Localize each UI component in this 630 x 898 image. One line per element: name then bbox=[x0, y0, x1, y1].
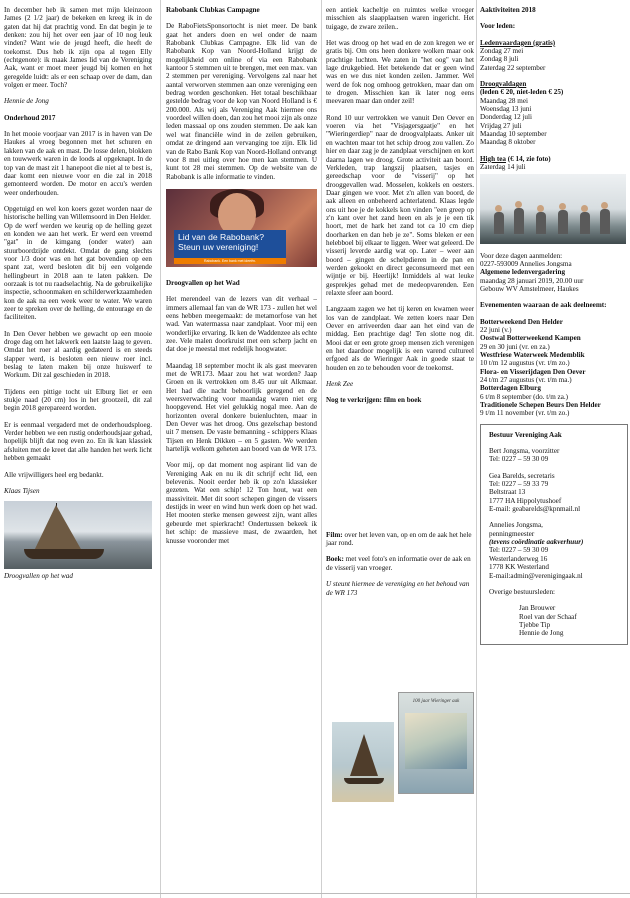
ad-line-2: Steun uw vereniging! bbox=[178, 242, 259, 253]
onderhoud-p5: Tijdens een pittige tocht uit Elburg liet er een stukje naad (20 cm) los in het grootzeil, dit zal begin 2018 gerepareerd worden. bbox=[4, 387, 152, 413]
heading-aaktiviteiten: Aaktiviteiten 2018 bbox=[480, 6, 536, 14]
bestuur-line: Westerlanderweg 16 bbox=[489, 554, 548, 563]
boek-label: Boek: bbox=[326, 555, 344, 564]
overige-lid: Hennie de Jong bbox=[519, 629, 564, 638]
heading-film-boek: Nog te verkrijgen: film en boek bbox=[326, 396, 422, 405]
column-divider bbox=[321, 0, 322, 898]
bestuur-line: Tel: 0227 – 59 30 09 bbox=[489, 546, 549, 555]
rabobank-ad-image bbox=[166, 189, 317, 267]
bestuur-line: Tel: 0227 – 59 33 79 bbox=[489, 480, 549, 489]
column-2 bbox=[166, 6, 317, 553]
droogvaldag: Woensdag 13 juni bbox=[480, 105, 532, 114]
author-hennie: Hennie de Jong bbox=[4, 97, 49, 106]
c3-p3: Rond 10 uur vertrokken we vanuit Den Oever en voeren via het "Visjagersgaatje" en het "Wieringerdiep" naar de droogvalplaats. Anker uit en wachten maar tot het schip droog zou vallen. Zo hier en daar zag je de zandplaat verschijnen en kort daarna lagen we droog. Grote activiteit aan boord. Verkleden, trap langszij plaatsen, tasjes en gereedschap voor de "visserij" op het drooggevallen wad. Mosselen, kokkels en oesters. Daar gingen we voor. Met z'n allen van boord, de aak alleen en onbeheerd achterlatend. Klaas legde ons uit hoe je de kokkels kon vinden "een greep op z'n kant over het zand heen en als je je een tik hoort, met de hark het zand tot ca 10 cm diep doorharken en dan heb je ze". Soms bleken er een helebboel bij elkaar te liggen. Weer wat geleerd. De visserij leverde aardig wat op. Later – weer aan boord – gingen de schelpdieren in de pan en werden gekookt en direct geconsumeerd met een wijntje er bij. Heerlijk! Inmiddels al wat leuke gesprekjes gehad met de medeopvarenden. Een relaxte sfeer aan boord. bbox=[326, 113, 474, 297]
alv-line-2: Gebouw WV Amstelmeer, Haukes bbox=[480, 284, 579, 293]
c3-p4: Langzaam zagen we het tij keren en kwamen weer los van de zandplaat. We zetten koers naar Den Oever en arriveerden daar aan het eind van de middag. Een prachtige dag! Ten slotte nog dit. Mooi dat er een grote groep mensen zich verenigen en het daardoor mogelijk is een varend cultureel erfgoed als de Wieringer Aak in goede staat te houden en zo te behouden voor de toekomst. bbox=[326, 305, 474, 372]
c3-p2: Het was droog op het wad en de zon kregen we er gratis bij. Om ons heen donkere wolken maar ook prachtige luchten. We zaten in "het oog" van het lage drukgebied. Het betekende dat er geen wind was en we dus niet konden zeilen. Jammer. Wel werd de fok nog omhoog getrokken, maar dan om te drogen. Misschien kan ik later nog eens meevaren maar dan onder zeil! bbox=[326, 39, 474, 106]
overige-list bbox=[489, 604, 621, 637]
column-4 bbox=[480, 6, 626, 645]
bestuur-line: Beltstraat 13 bbox=[489, 488, 526, 497]
onderhoud-p3: Op de werf werden we keurig op de helling gezet en konden we aan het werk. Er werd een vreemd "gat" in de kimgang (onder water) aan stuurboordzijde ontdekt. Omdat de gang slechts voor 1/3 door was en het gat bovendien op een spant zat, werd besloten dit bij een volgende hellingbeurt in 2018 aan te laten pakken. De oorzaak is tot nu raadselachtig. Na de gebruikelijke inspectie, schoonmaken en schilderwerkzaamheden kon de aak na een week weer te water. We waren zeer te spreken over de helling, de entourage en de faciliteiten. bbox=[4, 221, 152, 322]
voor-leden: Voor leden: bbox=[480, 22, 516, 31]
evenementen-title: Evenementen waaraan de aak deelneemt: bbox=[480, 301, 607, 310]
event-item: Oostwal Botterweekend Kampen 29 en 30 juni (vr. en za.) bbox=[480, 334, 581, 351]
overige-lid: Jan Brouwer bbox=[519, 604, 556, 613]
droogvaldag: Maandag 10 september bbox=[480, 130, 547, 139]
hightea-title: High tea (€ 14, zie foto) bbox=[480, 154, 551, 163]
bestuur-email: E-mail:admin@verenigingaak.nl bbox=[489, 571, 583, 580]
onderhoud-p2: Opgetuigd en wel kon koers gezet worden naar de historische helling van Willemsoord in Den Helder. bbox=[4, 204, 152, 222]
overige-title: Overige bestuursleden: bbox=[489, 587, 556, 596]
film-text bbox=[326, 531, 474, 548]
high-tea-photo bbox=[480, 174, 626, 244]
rabobank-paragraph: De RaboFietsSponsortocht is niet meer. De bank gaat het anders doen en wel onder de naam Rabobank Clubkas Campagne. Elk lid van de Rabobank Kop van Noord-Holland krijgt de mogelijkheid om online of via een Rabobank kantoor 5 stemmen uit te brengen, met een max. van 2 stemmen per vereniging. Vervolgens zal naar het aantal verworven stemmen aan onze vereniging een bedrag worden geschonken. Het totaal beschikbaar gestelde bedrag voor de kop van Noord Holland is € 200.000. Als wij als Vereniging Aak hiermee ons voordeel willen doen, dan zou het mooi zijn als onze leden massaal op ons zouden stemmen. De aak kan wel wat financiële wind in de zeilen gebruiken, omdat ze dringend aan vervanging toe zijn. Elk lid van de Rabo Bank Kop van Noord-Holland ontvangt voor 8 mei uitleg over hoe men kan stemmen. U kunt tot 28 mei stemmen. Op de website van de Rabobank is alle informatie te vinden. bbox=[166, 22, 317, 181]
alv-title: Algemene ledenvergadering bbox=[480, 268, 566, 277]
event-item: Flora- en Visserijdagen Den Oever 24 t/m 27 augustus (vr. t/m ma.) bbox=[480, 367, 586, 384]
onderhoud-p7: Alle vrijwilligers heel erg bedankt. bbox=[4, 470, 104, 479]
bestuur-line: Tel: 0227 – 59 30 09 bbox=[489, 455, 549, 464]
alv-line-1: maandag 28 januari 2019, 20.00 uur bbox=[480, 276, 584, 285]
droogvaldag: Maandag 8 oktober bbox=[480, 138, 536, 147]
aanmelden-line-1: Voor deze dagen aanmelden: bbox=[480, 251, 563, 260]
author-henk: Henk Zee bbox=[326, 380, 354, 389]
author-klaas: Klaas Tijsen bbox=[4, 486, 40, 495]
bestuur-line: Bert Jongsma, voorzitter bbox=[489, 447, 560, 456]
bestuur-box bbox=[480, 424, 628, 645]
event-item: Traditionele Schepen Beurs Den Helder 9 t/m 11 november (vr. t/m zo.) bbox=[480, 401, 601, 418]
droogvallen-p2: Maandag 18 september mocht ik als gast meevaren met de WR173. Maar zou het wat worden? Jaap Groen en ik vertrokken om 8.45 uur uit Alkmaar. Het had die nacht behoorlijk geregend en de weersverwachting voor maandag waren niet erg hoopgevend. Het viel gelukkig nogal mee. Aan de horizonten overal donkere buienluchten, maar in Den Oever was het droog. Ons gezelschap bestond uit 7 mensen. De vaste bemanning - schippers Klaas Tijsen en Henk Dikken – en 5 gasten. We werden hartelijk welkom geheten aan boord van de WR 173. bbox=[166, 361, 317, 454]
boek-desc: met veel foto's en informatie over de aak en de visserij van vroeger. bbox=[326, 555, 471, 572]
ledenvaardagen-title: Ledenvaardagen (gratis) bbox=[480, 38, 556, 47]
c3-p1: een antiek kacheltje en ruimtes welke vroeger misschien als slaapplaatsen waren ingericht. Het tuigage, de zware zeilen.. bbox=[326, 6, 474, 31]
droogvaldagen-prices: (leden € 20, niet-leden € 25) bbox=[480, 88, 564, 97]
droogvaldag: Maandag 28 mei bbox=[480, 96, 528, 105]
ledenvaardag: Zaterdag 22 september bbox=[480, 63, 546, 72]
boat-photo bbox=[4, 501, 152, 569]
droogvaldagen-title: Droogvaldagen bbox=[480, 80, 527, 89]
column-3 bbox=[326, 6, 474, 605]
ledenvaardag: Zondag 27 mei bbox=[480, 47, 524, 56]
event-item: Westfriese Waterweek Medemblik 10 t/m 12 augustus (vr. t/m zo.) bbox=[480, 350, 585, 368]
column-1 bbox=[4, 6, 152, 581]
book-images-spacer bbox=[326, 413, 474, 531]
event-item: Botterdagen Elburg 6 t/m 8 september (do. t/m za.) bbox=[480, 384, 569, 401]
bestuur-line: penningmeester bbox=[489, 529, 535, 538]
bestuur-title: Bestuur Vereniging Aak bbox=[489, 430, 562, 439]
heading-droogvallen: Droogvallen op het Wad bbox=[166, 278, 240, 287]
bestuur-note: (tevens coördinatie aakverhuur) bbox=[489, 538, 584, 547]
hightea-date: Zaterdag 14 juli bbox=[480, 163, 526, 172]
column-divider bbox=[476, 0, 477, 898]
overige-lid: Roel van der Schaaf bbox=[519, 612, 577, 621]
droogvaldag: Vrijdag 27 juli bbox=[480, 121, 522, 130]
boek-text bbox=[326, 555, 474, 572]
bestuur-line: Gea Barelds, secretaris bbox=[489, 471, 555, 480]
bestuur-email: E-mail: geabarelds@kpnmail.nl bbox=[489, 505, 581, 514]
droogvallen-p1: Het merendeel van de lezers van dit verhaal – immers allemaal fan van de WR 173 - zullen het wel eens hebben meegemaakt: de metamorfose van het wad. Van watermassa naar zandplaat. Voor mij een wonderlijke ervaring. Ik ken de Waddenzee als echte zee. Vele malen doorkruist met een scherp jacht en dat doe je meestal met redelijk hoogwater. bbox=[166, 295, 317, 354]
ledenvaardag: Zondag 8 juli bbox=[480, 55, 519, 64]
photo-caption: Droogvallen op het wad bbox=[4, 572, 73, 581]
onderhoud-p4: In Den Oever hebben we gewacht op een mooie droge dag om het lakwerk een laatste laag te geven. Omdat het roer al aardig gedateerd is en steeds slapper werd, is besloten een nieuw roer incl. beslag te laten maken bij onze huiswerf te Workum. Dit zal geschieden in 2018. bbox=[4, 329, 152, 380]
heading-onderhoud: Onderhoud 2017 bbox=[4, 113, 56, 122]
bestuur-line: 1777 HA Hippolytushoef bbox=[489, 496, 562, 505]
film-label: Film: bbox=[326, 530, 343, 539]
bestuur-line: Annelies Jongsma, bbox=[489, 521, 543, 530]
bestuur-line: 1778 KK Westerland bbox=[489, 563, 549, 572]
heading-rabobank: Rabobank Clubkas Campagne bbox=[166, 6, 260, 14]
droogvallen-p3: Voor mij, op dat moment nog aspirant lid van de Vereniging Aak en nu ik dit schrijf echt lid, een belevenis. Nooit eerder heb ik op zo'n klassieker gezeten. Wat een schip! 12 Ton hout, wat een massiviteit. Met dit soort schepen gingen de vissers destijds in weer en wind hun werk doen op het wad. Het mooten sterke mensen geweest zijn, want alles gebeurde met spierkracht! Ondertussen bekeek ik het schip: de massieve mast, de zwaarden, het knusse vooronder met bbox=[166, 461, 317, 545]
column-divider bbox=[160, 0, 161, 898]
onderhoud-p1: In het mooie voorjaar van 2017 is in haven van De Haukes al vroeg begonnen met het schuren en lakken van de aak en mast. De losse delen, blokken en touwwerk waren in de loods al opgeknapt. In de top van de mast zit 1 hanepoot die niet al te best is, daar komt een nieuwe voor en die zal in 2018 gemonteerd worden. De motor en accu's werden weer onderhouden. bbox=[4, 130, 152, 197]
film-desc: over het leven van, op en om de aak het hele jaar rond. bbox=[326, 530, 472, 548]
droogvaldag: Donderdag 12 juli bbox=[480, 113, 532, 122]
closing-text: U steunt hiermee de vereniging en het behoud van de WR 173 bbox=[326, 580, 470, 597]
book-cover-image bbox=[398, 692, 474, 794]
book-cover-title: 100 jaar Wieringer aak bbox=[412, 699, 460, 704]
aanmelden-line-2: 0227-593009 Annelies Jongsma bbox=[480, 259, 572, 268]
page-bottom-line bbox=[0, 893, 630, 894]
film-cover-image bbox=[332, 722, 394, 802]
intro-paragraph: In december heb ik samen met mijn kleinzoon James (2 1/2 jaar) de bekeken en kreeg ik in de gaten dat hij dat prachtig vond. En dat begin je te denken: zou hij het over een jaar of 10 nog leuk vinden? Want wie de jeugd heeft, die heeft de toekomst. Dus heb ik zijn opa al tegen Elly (echtgenote): ik maak James lid van de Vereniging Aak, want er moet meer jeugd bij komen en het geregelde luidt: als er een schaap over de dam, dan volgen er meer. Toch? bbox=[4, 6, 152, 90]
ad-line-1: Lid van de Rabobank? bbox=[178, 231, 265, 242]
event-item: Botterweekend Den Helder 22 juni (v.) bbox=[480, 317, 563, 334]
ad-small-text: Rabobank. Een bank met ideeën. bbox=[174, 258, 286, 264]
overige-lid: Tjebbe Tip bbox=[519, 620, 551, 629]
onderhoud-p6: Er is eenmaal vergaderd met de onderhoudsploeg. Verder hebben we een rustig onderhoudsjaar gehad, hopelijk blijft dat nog even zo. En ik kan klassiek afsluiten met de kreet dat alle handen het werk licht hebben gemaakt bbox=[4, 420, 152, 463]
